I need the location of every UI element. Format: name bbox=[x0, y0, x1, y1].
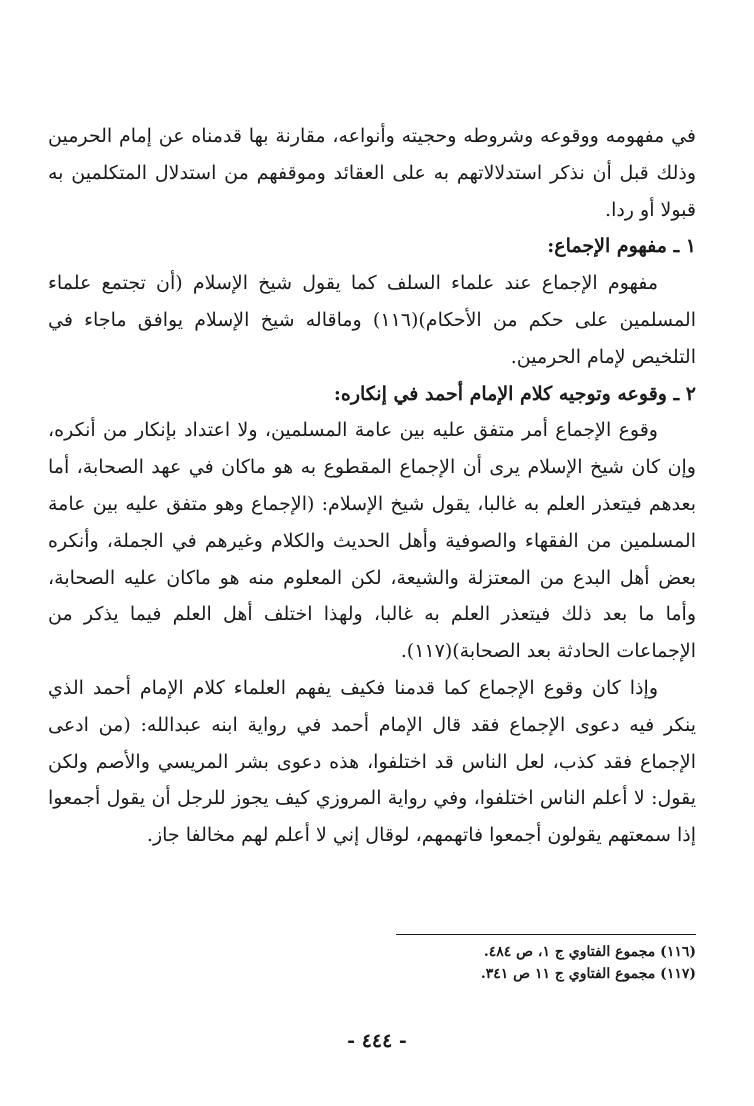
page-number: - ٤٤٤ - bbox=[347, 1030, 407, 1052]
section-2-paragraph-2: وإذا كان وقوع الإجماع كما قدمنا فكيف يفهم العلماء كلام الإمام أحمد الذي ينكر فيه دعوى الإجماع فقد قال الإمام أحمد في رواية ابنه عبدالله: (من ادعى الإجماع فقد كذب، لعل الناس قد اختلفوا، هذه دعوى بشر المريسي والأصم ولكن يقول: لا أعلم الناس اختلفوا، وفي رواية المروزي كيف يجوز للرجل أن يقول أجمعوا إذا سمعتهم يقولون أجمعوا فاتهمهم، لوقال إني لا أعلم لهم مخالفا جاز. bbox=[48, 676, 696, 847]
section-1-heading: ١ ـ مفهوم الإجماع: bbox=[547, 235, 696, 258]
section-1-paragraph: مفهوم الإجماع عند علماء السلف كما يقول شيخ الإسلام (أن تجتمع علماء المسلمين على حكم من الأحكام)(١١٦) وماقاله شيخ الإسلام يوافق ماجاء في التلخيص لإمام الحرمين. bbox=[48, 272, 696, 368]
intro-paragraph: في مفهومه ووقوعه وشروطه وحجيته وأنواعه، مقارنة بها قدمناه عن إمام الحرمين وذلك قبل أن نذكر استدلالاتهم به على العقائد وموقفهم من استدلال المتكلمين به قبولا أو ردا. bbox=[48, 125, 696, 221]
footnote-117: (١١٧) مجموع الفتاوي ج ١١ ص ٣٤١. bbox=[480, 966, 696, 982]
section-2-paragraph: وقوع الإجماع أمر متفق عليه بين عامة المسلمين، ولا اعتداد بإنكار من أنكره، وإن كان شيخ الإسلام يرى أن الإجماع المقطوع به هو ماكان في عهد الصحابة، أما بعدهم فيتعذر العلم به غالبا، يقول شيخ الإسلام: (الإجماع وهو متفق عليه بين عامة المسلمين من الفقهاء والصوفية وأهل الحديث والكلام وغيرهم في الجملة، وأنكره بعض أهل البدع من المعتزلة والشيعة، لكن المعلوم منه هو ماكان عليه الصحابة، وأما ما بعد ذلك فيتعذر العلم به غالبا، ولهذا اختلف أهل العلم فيما يذكر من الإجماعات الحادثة بعد الصحابة)(١١٧). bbox=[48, 419, 696, 663]
footnote-116: (١١٦) مجموع الفتاوي ج ١، ص ٤٨٤. bbox=[483, 944, 696, 960]
page-body bbox=[48, 118, 696, 854]
footnotes bbox=[396, 934, 696, 985]
section-2-heading: ٢ ـ وقوعه وتوجيه كلام الإمام أحمد في إنكاره: bbox=[333, 382, 696, 405]
